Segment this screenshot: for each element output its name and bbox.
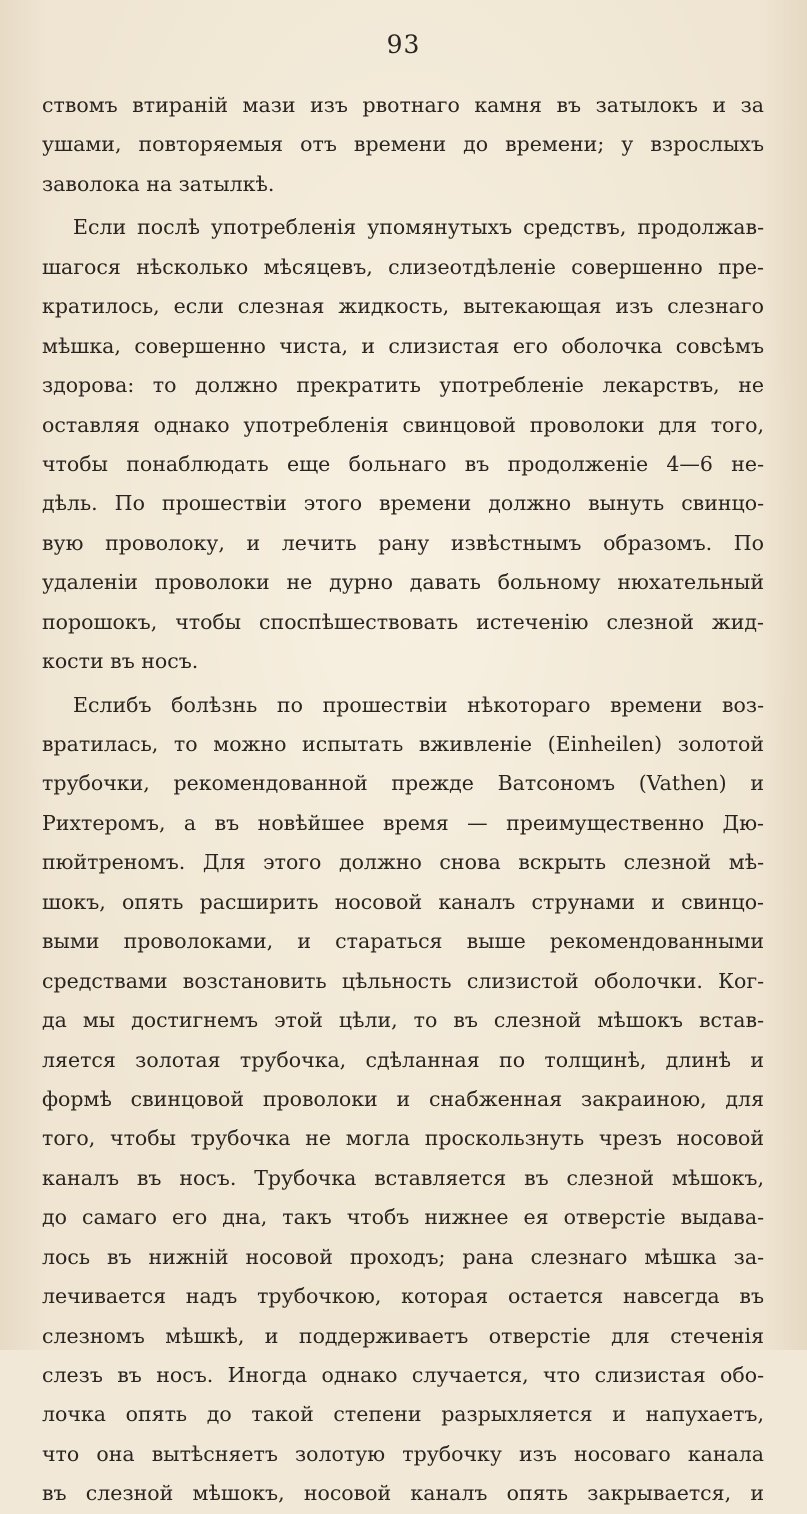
text-line: того, чтобы трубочка не могла проскользнуть чрезъ носовой <box>42 1126 764 1151</box>
text-line: въ слезной мѣшокъ, носовой каналъ опять закрывается, и <box>42 1481 764 1506</box>
text-line: Если послѣ употребленiя упомянутыхъ средствъ, продолжав- <box>73 215 764 240</box>
text-line: дѣль. По прошествiи этого времени должно вынуть свинцо- <box>42 491 764 516</box>
text-line: средствами возстановить цѣльность слизистой оболочки. Ког- <box>42 968 764 993</box>
text-line: лось въ нижнiй носовой проходъ; рана слезнаго мѣшка за- <box>42 1244 764 1269</box>
text-line: порошокъ, чтобы споспѣшествовать истеченiю слезной жид- <box>42 609 764 634</box>
body-text <box>42 86 764 1514</box>
text-line: трубочки, рекомендованной прежде Ватсономъ (Vathen) и <box>42 771 764 796</box>
text-line: выми проволоками, и стараться выше рекомендованными <box>42 929 764 954</box>
text-line: слезъ въ носъ. Иногда однако случается, что слизистая обо- <box>42 1363 764 1387</box>
text-line: ствомъ втиранiй мази изъ рвотнаго камня въ затылокъ и за <box>42 93 764 117</box>
text-line: каналъ въ носъ. Трубочка вставляется въ слезной мѣшокъ, <box>42 1165 764 1190</box>
text-line: лечивается надъ трубочкою, которая остается навсегда въ <box>42 1284 764 1309</box>
text-line: лочка опять до такой степени разрыхляется и напухаетъ, <box>42 1402 764 1427</box>
text-line: чтобы понаблюдать еще больнаго въ продолженiе 4—6 не- <box>42 451 764 476</box>
text-line: да мы достигнемъ этой цѣли, то въ слезной мѣшокъ встав- <box>42 1008 764 1033</box>
text-line: ушами, повторяемыя отъ времени до времени; у взрослыхъ <box>42 132 764 157</box>
text-line: шагося нѣсколько мѣсяцевъ, слизеотдѣленiе совершенно пре- <box>42 254 764 279</box>
text-line: оставляя однако употребленiя свинцовой проволоки для того, <box>42 412 764 437</box>
text-line: вую проволоку, и лечить рану извѣстнымъ образомъ. По <box>42 530 764 555</box>
text-line: Рихтеромъ, а въ новѣйшее время — преимущественно Дю- <box>42 810 764 835</box>
text-line: кратилось, если слезная жидкость, вытекающая изъ слезнаго <box>42 294 764 319</box>
paragraph <box>42 686 764 1514</box>
text-line: заволока на затылкѣ. <box>42 171 275 196</box>
text-line: ляется золотая трубочка, сдѣланная по толщинѣ, длинѣ и <box>42 1047 764 1072</box>
text-line: до самаго его дна, такъ чтобъ нижнее ея отверстiе выдава- <box>42 1205 764 1230</box>
text-line: слезномъ мѣшкѣ, и поддерживаетъ отверстiе для стеченiя <box>42 1323 764 1348</box>
paragraph <box>42 86 764 204</box>
text-line: формѣ свинцовой проволоки и снабженная закраиною, для <box>42 1086 764 1111</box>
text-line: что она вытѣсняетъ золотую трубочку изъ носоваго канала <box>42 1441 764 1466</box>
paragraph <box>42 208 764 681</box>
text-line: вратилась, то можно испытать вживленiе (Einheilen) золотой <box>42 732 764 756</box>
text-line: Еслибъ болѣзнь по прошествiи нѣкотораго времени воз- <box>73 692 764 717</box>
text-line: кости въ носъ. <box>42 649 199 674</box>
text-line: удаленiи проволоки не дурно давать больному нюхательный <box>42 570 764 595</box>
text-line: здорова: то должно прекратить употребленiе лекарствъ, не <box>42 373 764 398</box>
text-line: шокъ, опять расширить носовой каналъ струнами и свинцо- <box>42 889 764 914</box>
page-number: 93 <box>386 30 421 59</box>
text-line: пюйтреномъ. Для этого должно снова вскрыть слезной мѣ- <box>42 850 764 875</box>
text-line: мѣшка, совершенно чиста, и слизистая его оболочка совсѣмъ <box>42 333 764 358</box>
